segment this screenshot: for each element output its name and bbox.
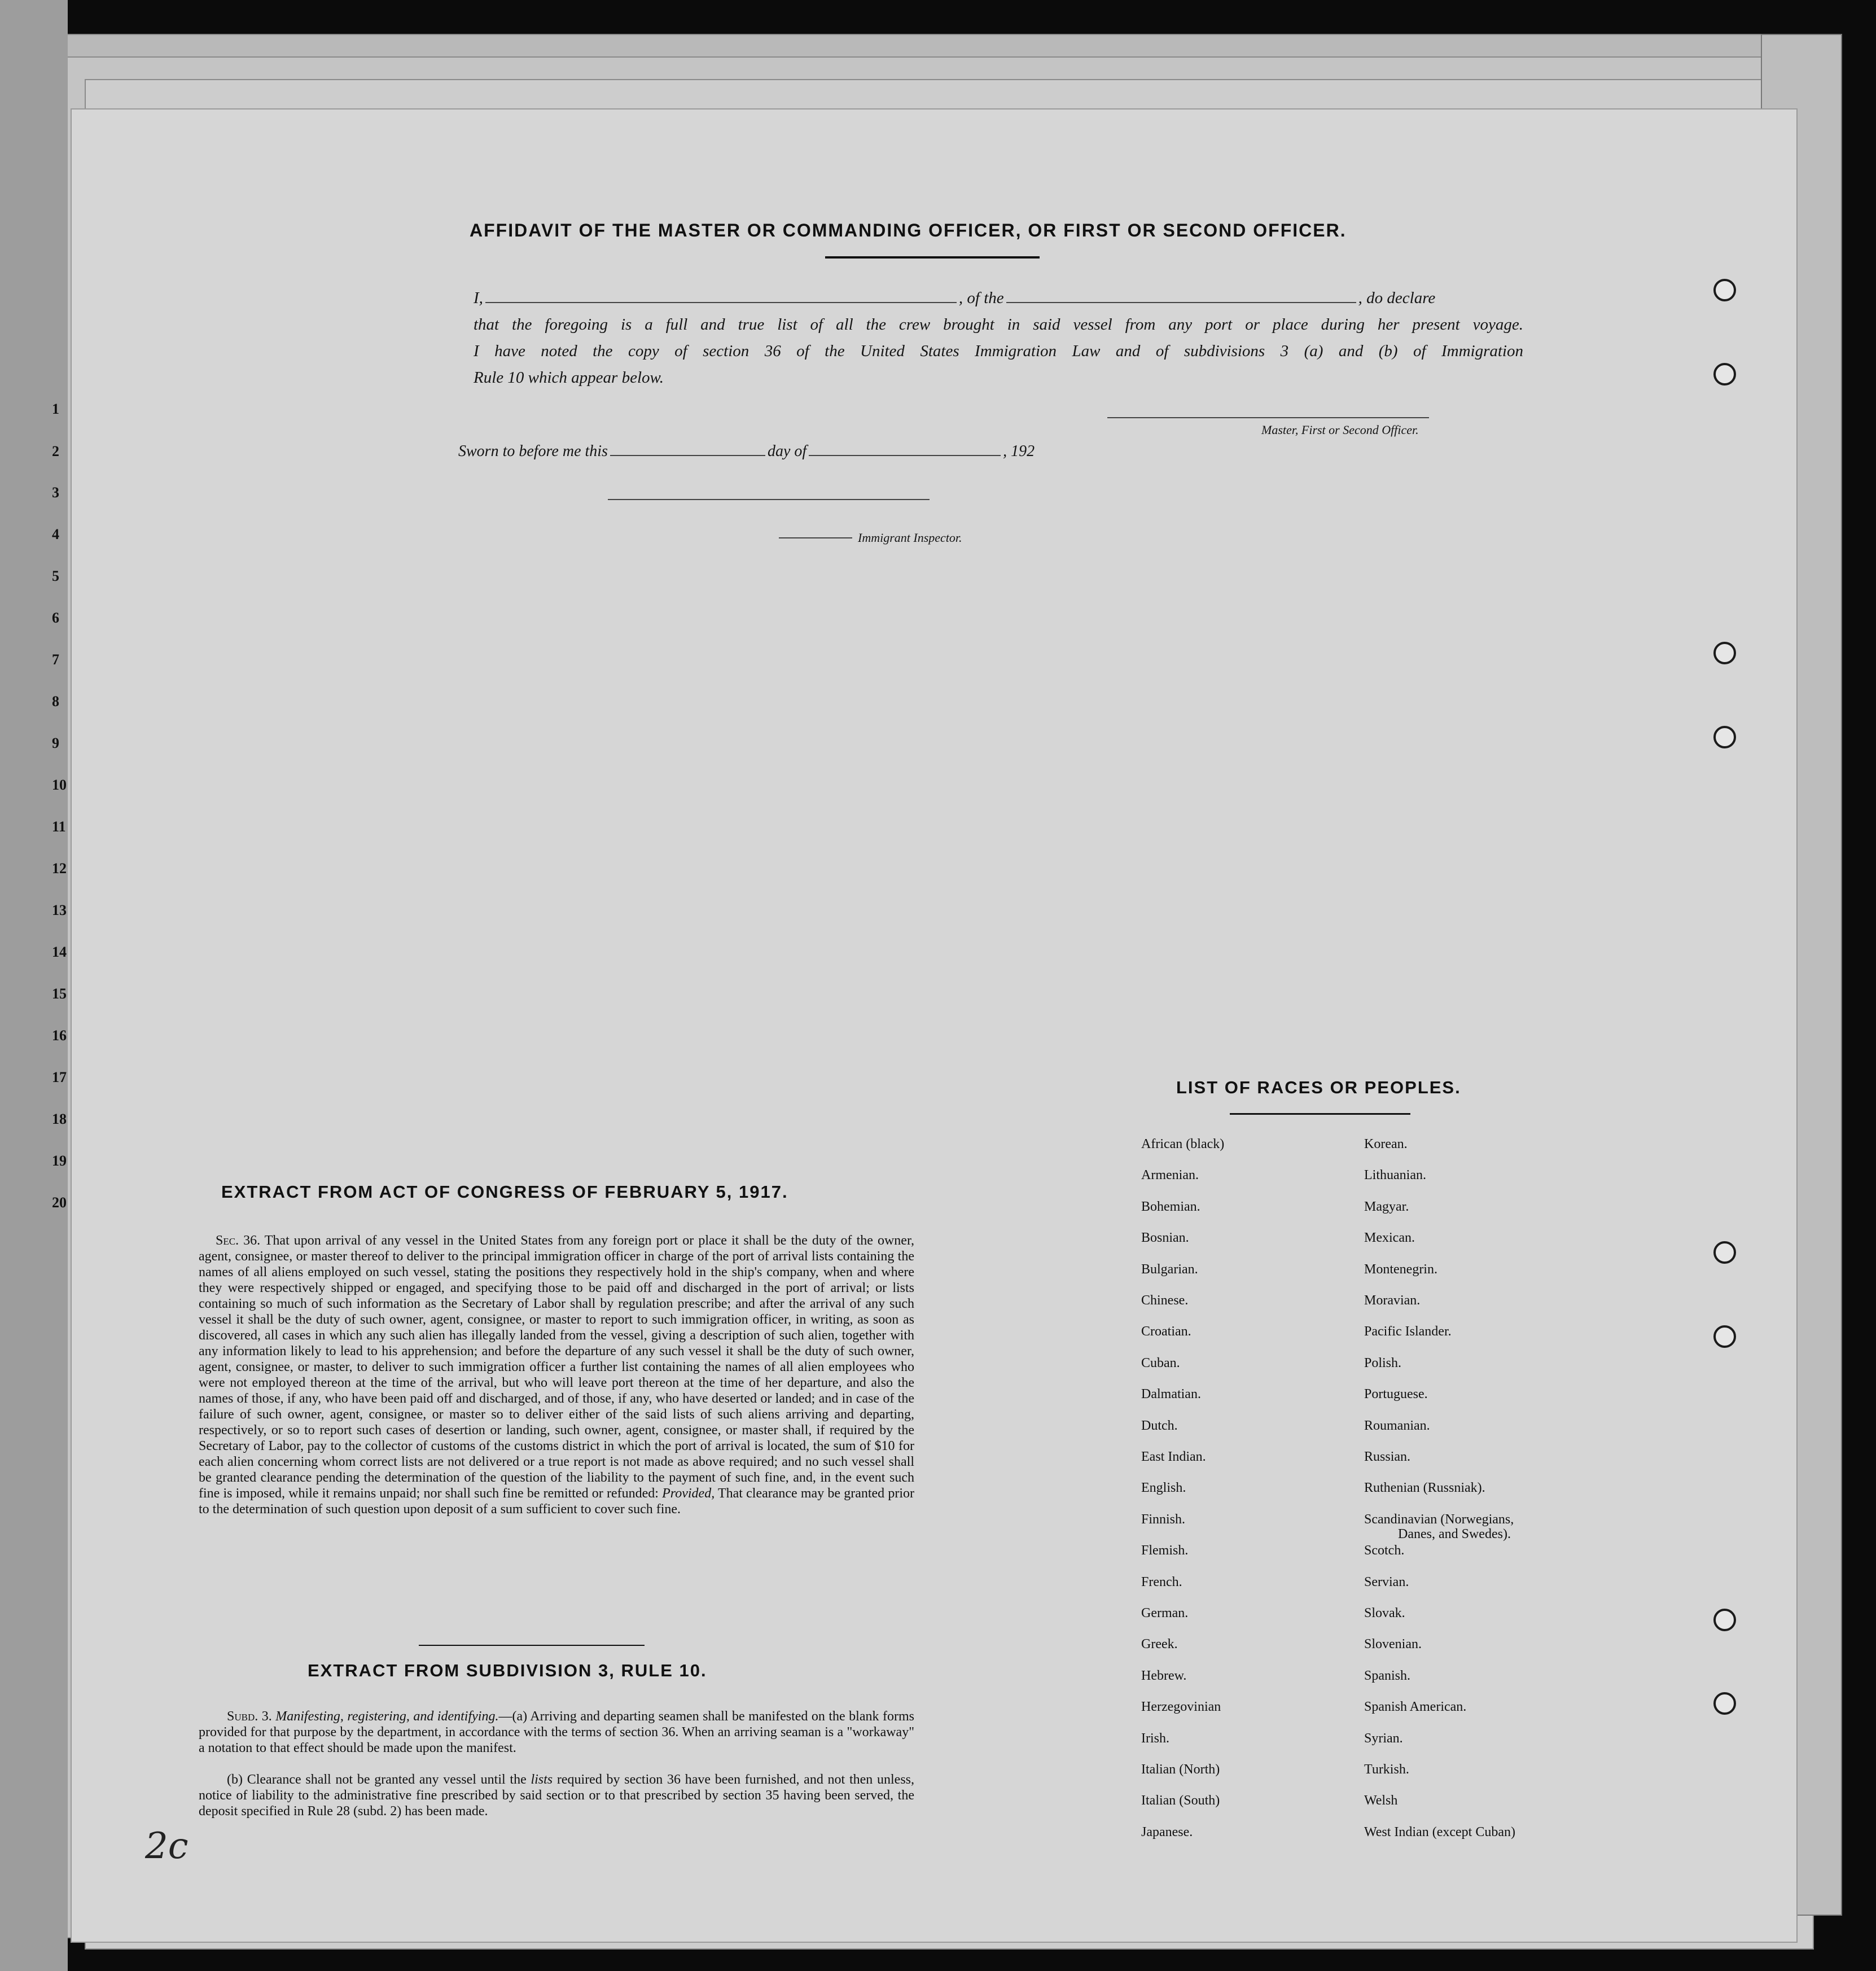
binder-hole bbox=[1713, 363, 1736, 386]
line-number: 19 bbox=[52, 1153, 67, 1169]
race-item: West Indian (except Cuban) bbox=[1364, 1824, 1515, 1839]
line-number: 13 bbox=[52, 902, 67, 918]
do-declare-label: , do declare bbox=[1358, 289, 1436, 307]
race-item: Syrian. bbox=[1364, 1731, 1403, 1746]
inspector-short-line bbox=[779, 537, 852, 538]
section-divider bbox=[419, 1645, 645, 1646]
title-rule bbox=[825, 256, 1040, 259]
section-body-end: That clearance may be granted prior to the determination of such question upon deposit of a sum sufficient to cover such fine. bbox=[199, 1486, 914, 1517]
affidavit-line-4: Rule 10 which appear below. bbox=[474, 369, 664, 387]
race-item: Moravian. bbox=[1364, 1293, 1421, 1308]
line-number: 17 bbox=[52, 1069, 67, 1085]
section-body: That upon arrival of any vessel in the United States from any foreign port or place it shall be the duty of the owner, agent, consignee, or master thereof to deliver to the principal immigration officer in charge of the port of arrival lists containing the names of all aliens employed on such vessel, stating the positions they respectively hold in the ship's company, when and where they were respectively shipped or engaged, and specifying those to be paid off and discharged in the port of arrival; or lists containing so much of such information as the Secretary of Labor shall by regulation prescribe; and after the arrival of any such vessel it shall be the duty of such owner, agent, consignee, or master to report to such immigration officer, in writing, as soon as discovered, all cases in which any such alien has illegally landed from the vessel, giving a description of such alien, together with any information likely to lead to his apprehension; and before the departure of any such vessel it shall be the duty of such owner, agent, consignee, or master, to deliver to such immigration officer a further list containing the names of all alien employees who were not employed thereon at the time of the arrival, but who will leave port thereon at the time of her departure, and also the names of those, if any, who have been paid off and discharged, and of those, if any, who have deserted or landed; and in case of the failure of such owner, agent, consignee, or master so to deliver either of the said lists of such aliens arriving and departing, respectively, or so to report such cases of desertion or landing, such owner, agent, consignee, or master shall, if required by the Secretary of Labor, pay to the collector of customs of the customs district in which the port of arrival is located, the sum of $10 for each alien concerning whom correct lists are not delivered or a true report is not made as above required; and no such vessel shall be granted clearance pending the determination of the question of the liability to the payment of such fine, and, in the event such fine is imposed, while it remains unpaid; nor shall such fine be remitted or refunded: bbox=[199, 1233, 914, 1501]
race-item: Roumanian. bbox=[1364, 1418, 1430, 1433]
race-item: Welsh bbox=[1364, 1793, 1398, 1808]
line-number: 12 bbox=[52, 860, 67, 877]
race-item: Irish. bbox=[1141, 1731, 1169, 1746]
affidavit-title: AFFIDAVIT OF THE MASTER OR COMMANDING OFFICER, OR FIRST OR SECOND OFFICER. bbox=[470, 220, 1347, 240]
line-number: 3 bbox=[52, 484, 59, 501]
line-number: 14 bbox=[52, 944, 67, 960]
races-title-rule bbox=[1230, 1113, 1410, 1115]
race-item: Ruthenian (Russniak). bbox=[1364, 1481, 1485, 1496]
binder-hole bbox=[1713, 1325, 1736, 1348]
line-number: 5 bbox=[52, 568, 59, 584]
inspector-label: Immigrant Inspector. bbox=[858, 531, 962, 545]
affidavit-sheet bbox=[71, 108, 1798, 1943]
day-blank bbox=[610, 455, 765, 456]
subd-a-body: —(a) Arriving and departing seamen shall be manifested on the blank forms provided for that purpose by the department, in accordance with the terms of section 36. When an arriving seaman is a "workaway" a notation to that effect should be made upon the manifest. bbox=[199, 1709, 914, 1755]
race-item: Spanish. bbox=[1364, 1668, 1411, 1683]
race-item: Herzegovinian bbox=[1141, 1700, 1221, 1715]
race-item: Flemish. bbox=[1141, 1543, 1189, 1558]
line-number: 4 bbox=[52, 526, 59, 542]
race-item: Magyar. bbox=[1364, 1199, 1409, 1214]
race-item: Polish. bbox=[1364, 1355, 1402, 1370]
line-number: 11 bbox=[52, 818, 66, 835]
race-item-continuation: Danes, and Swedes). bbox=[1398, 1526, 1511, 1541]
race-item: Scotch. bbox=[1364, 1543, 1405, 1558]
name-blank bbox=[485, 302, 957, 303]
binder-hole bbox=[1713, 726, 1736, 748]
rule-subd-a-text bbox=[199, 1709, 914, 1756]
of-the-label: , of the bbox=[958, 289, 1004, 307]
act-section-36-text bbox=[199, 1233, 914, 1517]
race-item: Croatian. bbox=[1141, 1324, 1191, 1339]
race-item: Dutch. bbox=[1141, 1418, 1178, 1433]
race-item: Portuguese. bbox=[1364, 1387, 1428, 1402]
line-number: 2 bbox=[52, 443, 59, 459]
race-item: Dalmatian. bbox=[1141, 1387, 1201, 1402]
master-signature-line bbox=[1107, 417, 1429, 418]
year-label: , 192 bbox=[1003, 443, 1035, 460]
line-number: 6 bbox=[52, 610, 59, 626]
race-item: Hebrew. bbox=[1141, 1668, 1187, 1683]
race-item: Bosnian. bbox=[1141, 1230, 1189, 1246]
subd-b-start: (b) Clearance shall not be granted any vessel until the bbox=[227, 1772, 527, 1787]
race-item: Pacific Islander. bbox=[1364, 1324, 1452, 1339]
race-item: Bulgarian. bbox=[1141, 1262, 1198, 1277]
vessel-blank bbox=[1006, 302, 1356, 303]
binder-hole bbox=[1713, 642, 1736, 664]
race-item: Greek. bbox=[1141, 1637, 1178, 1652]
race-item: Turkish. bbox=[1364, 1762, 1409, 1777]
line-number: 18 bbox=[52, 1111, 67, 1127]
binder-hole bbox=[1713, 279, 1736, 301]
provided-label: Provided, bbox=[662, 1486, 715, 1501]
race-item: English. bbox=[1141, 1481, 1186, 1496]
race-item: Mexican. bbox=[1364, 1230, 1415, 1246]
rule-title: EXTRACT FROM SUBDIVISION 3, RULE 10. bbox=[308, 1661, 707, 1680]
races-title: LIST OF RACES OR PEOPLES. bbox=[1176, 1078, 1461, 1097]
race-item: Montenegrin. bbox=[1364, 1262, 1437, 1277]
rule-subd-b-text bbox=[199, 1772, 914, 1819]
race-item: Cuban. bbox=[1141, 1355, 1180, 1370]
line-number: 8 bbox=[52, 693, 59, 709]
underlying-page-margin bbox=[0, 0, 68, 1971]
binder-hole bbox=[1713, 1609, 1736, 1631]
affidavit-line-3: I have noted the copy of section 36 of the United States Immigration Law and of subdivisions 3 (a) and (b) of Immigration bbox=[474, 342, 1523, 360]
race-item: Scandinavian (Norwegians, bbox=[1364, 1512, 1514, 1527]
race-item: French. bbox=[1141, 1574, 1182, 1589]
sworn-label: Sworn to before me this bbox=[458, 443, 608, 460]
line-number: 15 bbox=[52, 986, 67, 1002]
line-number: 1 bbox=[52, 401, 59, 417]
race-item: German. bbox=[1141, 1606, 1189, 1620]
line-number: 20 bbox=[52, 1194, 67, 1211]
sworn-line bbox=[458, 443, 1102, 461]
binder-hole bbox=[1713, 1241, 1736, 1264]
race-item: Chinese. bbox=[1141, 1293, 1189, 1308]
line-number: 7 bbox=[52, 651, 59, 668]
line-number: 10 bbox=[52, 777, 67, 793]
section-label: Sec. 36. bbox=[216, 1233, 261, 1248]
race-item: Korean. bbox=[1364, 1137, 1408, 1151]
race-item: Slovak. bbox=[1364, 1606, 1405, 1620]
race-item: East Indian. bbox=[1141, 1449, 1206, 1464]
race-item: Japanese. bbox=[1141, 1824, 1193, 1839]
i-label: I, bbox=[474, 289, 483, 307]
race-item: Spanish American. bbox=[1364, 1700, 1467, 1715]
race-item: Russian. bbox=[1364, 1449, 1411, 1464]
race-item: Armenian. bbox=[1141, 1168, 1199, 1183]
race-item: Italian (North) bbox=[1141, 1762, 1220, 1777]
line-number: 16 bbox=[52, 1027, 67, 1044]
race-item: African (black) bbox=[1141, 1137, 1225, 1151]
master-signature-label: Master, First or Second Officer. bbox=[1261, 423, 1419, 437]
subd-b-lists: lists bbox=[531, 1772, 553, 1787]
handwritten-mark: 2c bbox=[145, 1825, 189, 1867]
month-blank bbox=[809, 455, 1001, 456]
race-item: Servian. bbox=[1364, 1574, 1409, 1589]
race-item: Slovenian. bbox=[1364, 1637, 1422, 1652]
day-of-label: day of bbox=[767, 443, 807, 460]
race-item: Italian (South) bbox=[1141, 1793, 1220, 1808]
subd-b-rest: required by section 36 have been furnished, and not then unless, notice of liability to the administrative fine prescribed by said section or to that prescribed by section 35 having been served, the deposit specified in Rule 28 (subd. 2) has been made. bbox=[199, 1772, 914, 1819]
race-item: Bohemian. bbox=[1141, 1199, 1200, 1214]
line-number: 9 bbox=[52, 735, 59, 751]
act-title: EXTRACT FROM ACT OF CONGRESS OF FEBRUARY 5, 1917. bbox=[221, 1182, 788, 1202]
affidavit-line-1 bbox=[474, 289, 1523, 308]
inspector-signature-line bbox=[608, 499, 930, 500]
subd-label: Subd. 3. bbox=[227, 1709, 272, 1724]
race-item: Finnish. bbox=[1141, 1512, 1186, 1527]
affidavit-line-2: that the foregoing is a full and true list of all the crew brought in said vessel from any port or place during her present voyage. bbox=[474, 316, 1523, 334]
binder-hole bbox=[1713, 1692, 1736, 1715]
race-item: Lithuanian. bbox=[1364, 1168, 1426, 1183]
subd-heading: Manifesting, registering, and identifying. bbox=[275, 1709, 499, 1724]
